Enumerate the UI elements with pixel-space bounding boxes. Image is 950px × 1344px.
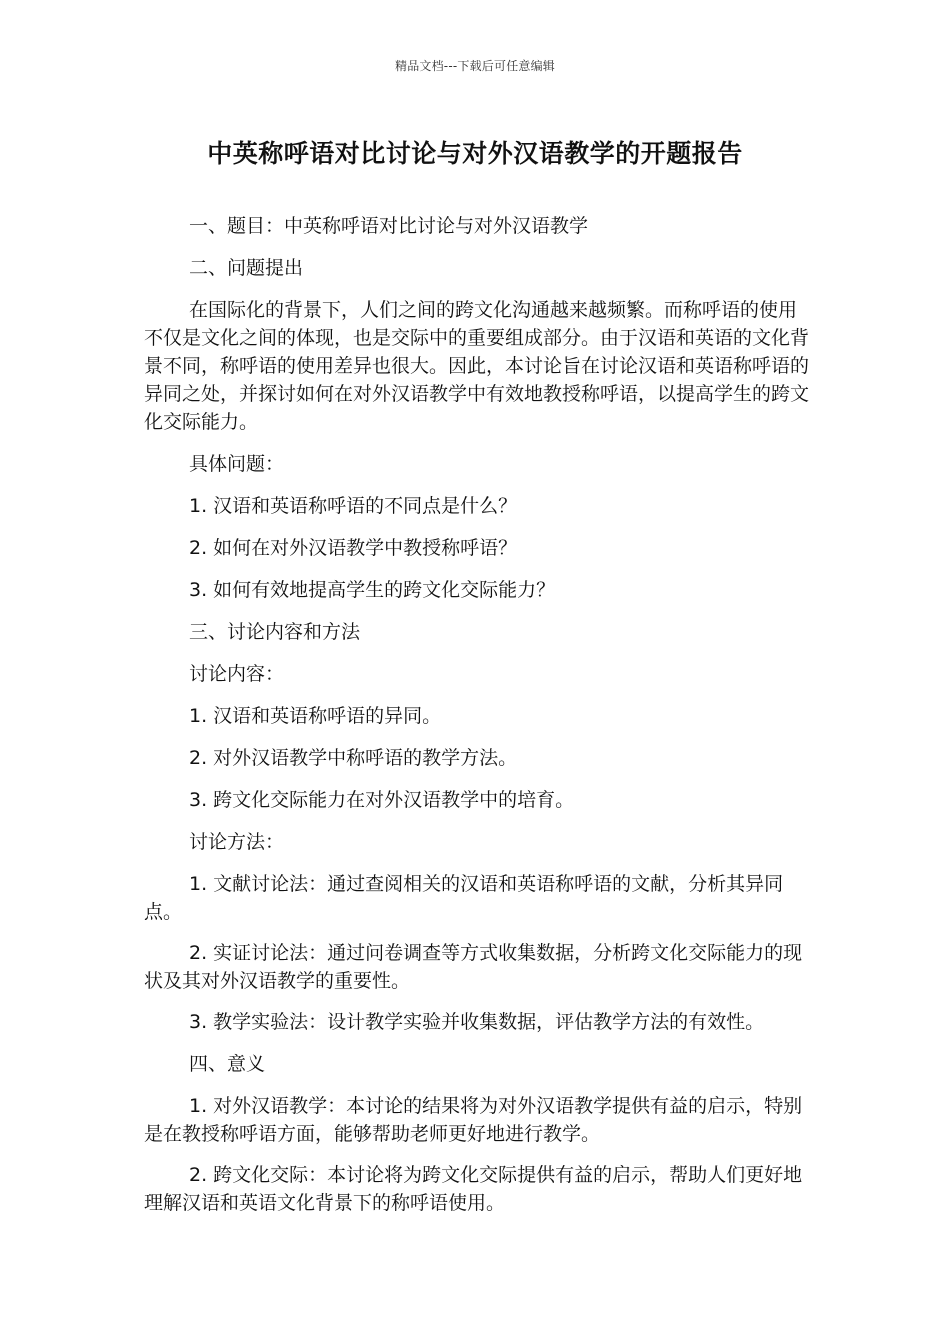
section-heading-topic: 一、题目：中英称呼语对比讨论与对外汉语教学 [189,215,589,237]
list-item: 3. 跨文化交际能力在对外汉语教学中的培育。 [189,789,575,811]
list-item: 2. 对外汉语教学中称呼语的教学方法。 [189,747,518,769]
subheading-specific-questions: 具体问题： [189,453,285,475]
list-item: 3. 教学实验法：设计教学实验并收集数据，评估教学方法的有效性。 [189,1011,765,1033]
paragraph-background: 在国际化的背景下，人们之间的跨文化沟通越来越频繁。而称呼语的使用不仅是文化之间的体现，也是交际中的重要组成部分。由于汉语和英语的文化背景不同，称呼语的使用差异也很大。因此，本讨论旨在讨论汉语和英语称呼语的异同之处，并探讨如何在对外汉语教学中有效地教授称呼语，以提高学生的跨文化交际能力。 [144,299,810,433]
list-item: 2. 如何在对外汉语教学中教授称呼语？ [189,537,518,559]
subheading-method: 讨论方法： [189,831,285,853]
list-item: 1. 文献讨论法：通过查阅相关的汉语和英语称呼语的文献，分析其异同点。 [144,873,784,923]
list-item: 2. 跨文化交际：本讨论将为跨文化交际提供有益的启示，帮助人们更好地理解汉语和英语文化背景下的称呼语使用。 [144,1164,803,1214]
list-item: 3. 如何有效地提高学生的跨文化交际能力？ [189,579,556,601]
document-body [144,212,810,1231]
list-item: 2. 实证讨论法：通过问卷调查等方式收集数据，分析跨文化交际能力的现状及其对外汉语教学的重要性。 [144,942,803,992]
document-title: 中英称呼语对比讨论与对外汉语教学的开题报告 [207,139,743,168]
section-heading-significance: 四、意义 [189,1053,266,1075]
section-heading-problem: 二、问题提出 [189,257,304,279]
subheading-content: 讨论内容： [189,663,285,685]
header-note: 精品文档---下载后可任意编辑 [395,59,555,73]
section-heading-content-method: 三、讨论内容和方法 [189,621,361,643]
list-item: 1. 对外汉语教学：本讨论的结果将为对外汉语教学提供有益的启示，特别是在教授称呼语方面，能够帮助老师更好地进行教学。 [144,1095,803,1145]
list-item: 1. 汉语和英语称呼语的不同点是什么？ [189,495,518,517]
list-item: 1. 汉语和英语称呼语的异同。 [189,705,442,727]
